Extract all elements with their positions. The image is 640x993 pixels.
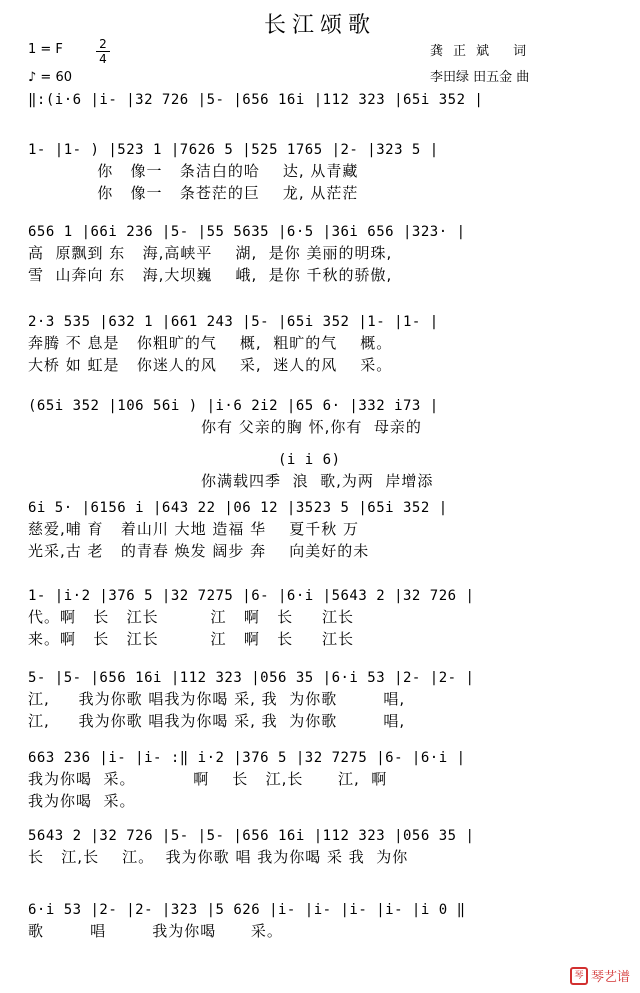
lyric-line: 你 像一 条洁白的哈 达, 从青藏	[28, 162, 359, 180]
notation-line: 656 1 |66i 236 |5- |55 5635 |6·5 |36i 656 |323· |	[28, 224, 466, 240]
notation-line: (65i 352 |106 56i ) |i·6 2i2 |65 6· |332 i73 |	[28, 398, 439, 414]
lyric-line: 江, 我为你歌 唱我为你喝 采, 我 为你歌 唱,	[28, 712, 406, 730]
lyric-line: 奔腾 不 息是 你粗旷的气 概, 粗旷的气 概。	[28, 334, 393, 352]
tempo-marking: ♪ = 60	[28, 70, 72, 85]
note-row	[28, 748, 614, 768]
notation-line: 5643 2 |32 726 |5- |5- |656 16i |112 323 |056 35 |	[28, 828, 475, 844]
score-system	[28, 222, 614, 286]
notation-line: 663 236 |i- |i- :‖ i·2 |376 5 |32 7275 |6- |6·i |	[28, 750, 466, 766]
note-row	[28, 586, 614, 606]
note-row	[28, 450, 614, 470]
score-system	[28, 90, 614, 110]
lyric-line: 你 像一 条苍茫的巨 龙, 从茫茫	[28, 184, 359, 202]
score-system	[28, 140, 614, 204]
notation-line: 2·3 535 |632 1 |661 243 |5- |65i 352 |1- |1- |	[28, 314, 439, 330]
score-system	[28, 668, 614, 732]
note-row	[28, 140, 614, 160]
time-signature-top: 2	[99, 37, 107, 51]
lyric-line: 你有 父亲的胸 怀,你有 母亲的	[28, 418, 422, 436]
time-signature-bottom: 4	[99, 52, 107, 66]
notation-line: 1- |1- ) |523 1 |7626 5 |525 1765 |2- |323 5 |	[28, 142, 439, 158]
notation-line: 5- |5- |656 16i |112 323 |056 35 |6·i 53 |2- |2- |	[28, 670, 475, 686]
lyric-line: 我为你喝 采。 啊 长 江,长 江, 啊	[28, 770, 388, 788]
composer-credit: 李田绿 田五金 曲	[430, 70, 530, 85]
lyric-line: 你满载四季 浪 歌,为两 岸增添	[28, 472, 434, 490]
lyric-line: 大桥 如 虹是 你迷人的风 采, 迷人的风 采。	[28, 356, 393, 374]
note-row	[28, 668, 614, 688]
watermark	[570, 966, 630, 985]
notation-line: ‖:(i·6 |i- |32 726 |5- |656 16i |112 323 |65i 352 |	[28, 92, 484, 108]
score-system	[28, 396, 614, 438]
lyric-line: 慈爱,哺 育 着山川 大地 造福 华 夏千秋 万	[28, 520, 359, 538]
score-system	[28, 826, 614, 868]
lyric-line: 高 原飘到 东 海,高峡平 湖, 是你 美丽的明珠,	[28, 244, 393, 262]
note-row	[28, 498, 614, 518]
score-system	[28, 586, 614, 650]
key-signature: 1 = F	[28, 42, 63, 57]
score-system	[28, 900, 614, 942]
notation-line: 1- |i·2 |376 5 |32 7275 |6- |6·i |5643 2 |32 726 |	[28, 588, 475, 604]
lyric-line: 江, 我为你歌 唱我为你喝 采, 我 为你歌 唱,	[28, 690, 406, 708]
watermark-logo-icon: 琴	[570, 967, 588, 985]
lyric-line: 长 江,长 江。 我为你歌 唱 我为你喝 采 我 为你	[28, 848, 409, 866]
lyric-line: 代。啊 长 江长 江 啊 长 江长	[28, 608, 354, 626]
note-row	[28, 312, 614, 332]
watermark-text: 琴艺谱	[590, 970, 630, 985]
note-row	[28, 90, 614, 110]
note-row	[28, 900, 614, 920]
score-system	[28, 498, 614, 562]
notation-line: 6i 5· |6156 i |643 22 |06 12 |3523 5 |65i 352 |	[28, 500, 448, 516]
lyric-line: 我为你喝 采。	[28, 792, 136, 810]
lyric-line: 光采,古 老 的青春 焕发 阔步 奔 向美好的未	[28, 542, 370, 560]
lyric-line: 雪 山奔向 东 海,大坝巍 峨, 是你 千秋的骄傲,	[28, 266, 393, 284]
lyric-line: 来。啊 长 江长 江 啊 长 江长	[28, 630, 354, 648]
notation-line: (i i 6)	[28, 452, 341, 468]
notation-line: 6·i 53 |2- |2- |323 |5 626 |i- |i- |i- |i- |i 0 ‖	[28, 902, 466, 918]
note-row	[28, 222, 614, 242]
lyricist-credit: 龚正斌 词	[430, 44, 537, 59]
note-row	[28, 396, 614, 416]
time-signature	[96, 38, 110, 65]
song-title: 长江颂歌	[263, 13, 376, 38]
note-row	[28, 826, 614, 846]
lyric-line: 歌 唱 我为你喝 采。	[28, 922, 283, 940]
score-system	[28, 312, 614, 376]
score-system	[28, 748, 614, 812]
score-system	[28, 450, 614, 492]
